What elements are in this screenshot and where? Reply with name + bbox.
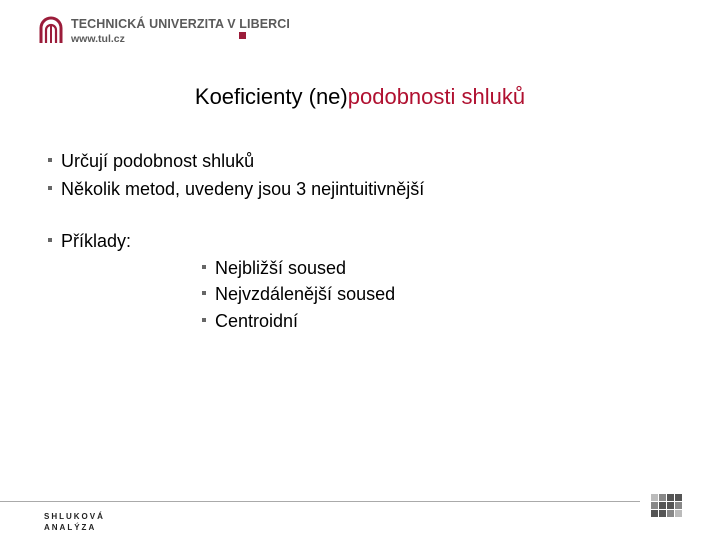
footer-line-1: SHLUKOVÁ: [44, 512, 105, 521]
university-url[interactable]: www.tul.cz: [71, 33, 125, 45]
bullet-dot: [202, 291, 206, 295]
tul-logo-icon: [38, 16, 64, 44]
bullet-item: [48, 178, 424, 200]
sub-bullet-text: Centroidní: [215, 311, 299, 331]
footer-line-2: ANALÝZA: [44, 523, 97, 532]
sub-bullet-item: [202, 283, 395, 305]
slide-title: [0, 84, 720, 110]
bullet-dot: [202, 318, 206, 322]
sub-bullet-text: Nejbližší soused: [215, 258, 347, 278]
university-name: TECHNICKÁ UNIVERZITA V LIBERCI: [71, 17, 290, 31]
bullet-dot: [48, 158, 52, 162]
bullet-text: Určují podobnost shluků: [61, 151, 255, 171]
bullet-text: Příklady:: [61, 231, 132, 251]
sub-bullet-item: [202, 257, 346, 279]
bullet-item: [48, 230, 131, 252]
grid-squares-icon: [651, 494, 691, 520]
title-part-2: podobnosti shluků: [347, 84, 526, 109]
bullet-item: [48, 150, 254, 172]
bullet-dot: [202, 265, 206, 269]
sub-bullet-item: [202, 310, 298, 332]
footer-divider: [0, 501, 640, 502]
bullet-dot: [48, 186, 52, 190]
bullet-dot: [48, 238, 52, 242]
brand-square: [239, 32, 246, 39]
sub-bullet-text: Nejvzdálenější soused: [215, 284, 396, 304]
footer-label: [44, 511, 105, 533]
bullet-text: Několik metod, uvedeny jsou 3 nejintuitivnější: [61, 179, 425, 199]
title-part-1: Koeficienty (ne): [194, 84, 348, 109]
